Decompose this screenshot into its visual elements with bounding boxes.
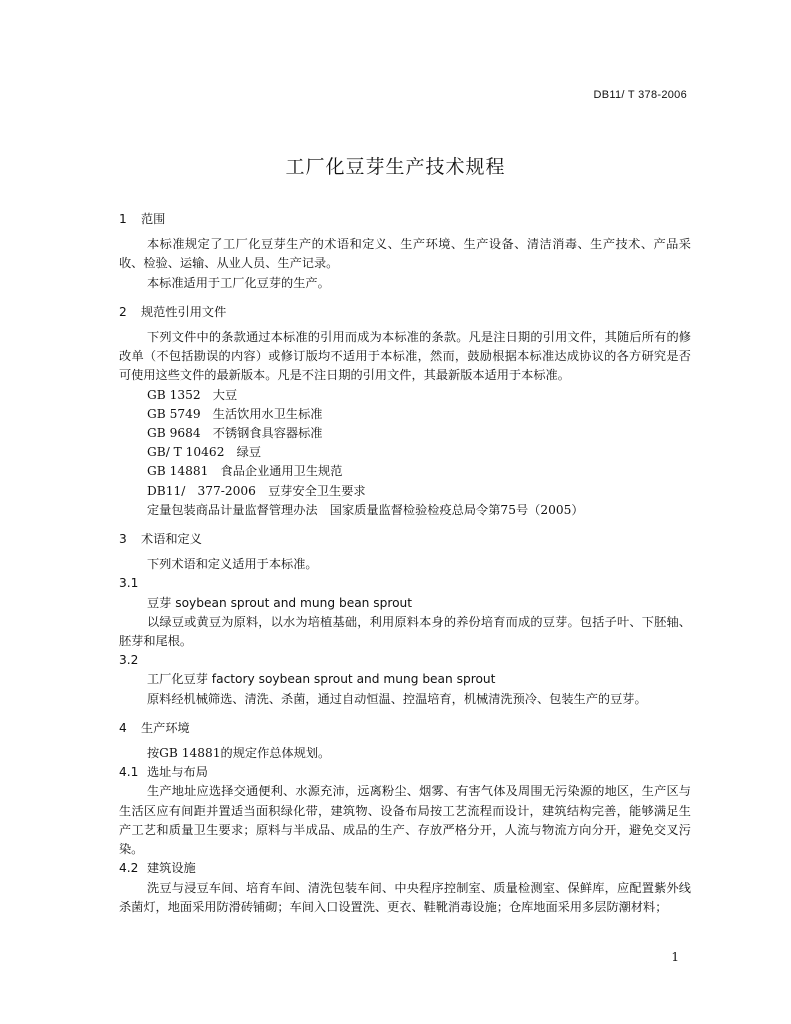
page-number: 1: [671, 950, 679, 964]
section-heading: [119, 530, 691, 549]
section-heading: [119, 719, 691, 738]
paragraph: 本标准适用于工厂化豆芽的生产。: [147, 275, 330, 290]
section-number: 1: [119, 212, 127, 226]
subsection-number: 4.1: [119, 765, 139, 780]
section-title: 术语和定义: [141, 532, 202, 547]
section-title: 规范性引用文件: [141, 304, 227, 319]
subsection-heading: [119, 859, 691, 878]
reference-item: GB 1352 大豆: [147, 387, 238, 402]
paragraph: 下列术语和定义适用于本标准。: [147, 557, 318, 572]
subsection-title: 选址与布局: [147, 765, 208, 780]
section-title: 范围: [141, 212, 166, 226]
reference-item: GB/ T 10462 绿豆: [147, 445, 262, 460]
reference-item: GB 9684 不锈钢食具容器标准: [147, 426, 323, 441]
section-heading: [119, 303, 691, 322]
reference-item: 定量包装商品计量监督管理办法 国家质量监督检验检疫总局令第75号（2005）: [147, 502, 584, 517]
term-heading: 工厂化豆芽 factory soybean sprout and mung bean sprout: [147, 672, 496, 687]
paragraph: 洗豆与浸豆车间、培育车间、清洗包装车间、中央程序控制室、质量检测室、保鲜库，应配置紫外线杀菌灯，地面采用防滑砖铺砌；车间入口设置洗、更衣、鞋靴消毒设施；仓库地面采用多层防潮材料；: [119, 880, 691, 914]
clause-number: 3.1: [119, 576, 139, 591]
document-title: 工厂化豆芽生产技术规程: [285, 156, 506, 178]
reference-item: GB 14881 食品企业通用卫生规范: [147, 464, 343, 479]
paragraph: 生产地址应选择交通便利、水源充沛，远离粉尘、烟雾、有害气体及周围无污染源的地区，生产区与生活区应有间距并置适当面积绿化带，建筑物、设备布局按工艺流程而设计，建筑结构完善，能够满足生产工艺和质量卫生要求；原料与半成品、成品的生产、存放严格分开，人流与物流方向分开，避免交叉污染。: [119, 784, 691, 857]
paragraph: 按GB 14881的规定作总体规划。: [147, 746, 331, 761]
subsection-heading: [119, 763, 691, 782]
section-title: 生产环境: [141, 720, 190, 735]
paragraph: 本标准规定了工厂化豆芽生产的术语和定义、生产环境、生产设备、清洁消毒、生产技术、产品采收、检验、运输、从业人员、生产记录。: [119, 237, 691, 271]
subsection-title: 建筑设施: [147, 861, 196, 876]
section-heading: [119, 210, 691, 229]
document-body: [119, 210, 691, 917]
section-number: 2: [119, 304, 127, 319]
reference-item: DB11/ 377-2006 豆芽安全卫生要求: [147, 483, 366, 498]
clause-number: 3.2: [119, 653, 139, 668]
section-number: 3: [119, 532, 127, 547]
reference-item: GB 5749 生活饮用水卫生标准: [147, 406, 323, 421]
term-definition: 原料经机械筛选、清洗、杀菌，通过自动恒温、控温培育，机械清洗预冷、包装生产的豆芽。: [147, 691, 647, 706]
paragraph: 下列文件中的条款通过本标准的引用而成为本标准的条款。凡是注日期的引用文件，其随后所有的修改单（不包括勘误的内容）或修订版均不适用于本标准，然而，鼓励根据本标准达成协议的各方研究是否可使用这些文件的最新版本。凡是不注日期的引用文件，其最新版本适用于本标准。: [119, 330, 691, 383]
term-definition: 以绿豆或黄豆为原料，以水为培植基础，利用原料本身的养份培育而成的豆芽。包括子叶、下胚轴、胚芽和尾根。: [119, 614, 691, 649]
subsection-number: 4.2: [119, 861, 139, 876]
standard-code: DB11/ T 378-2006: [593, 89, 687, 101]
section-number: 4: [119, 720, 127, 735]
term-heading: 豆芽 soybean sprout and mung bean sprout: [147, 595, 413, 610]
